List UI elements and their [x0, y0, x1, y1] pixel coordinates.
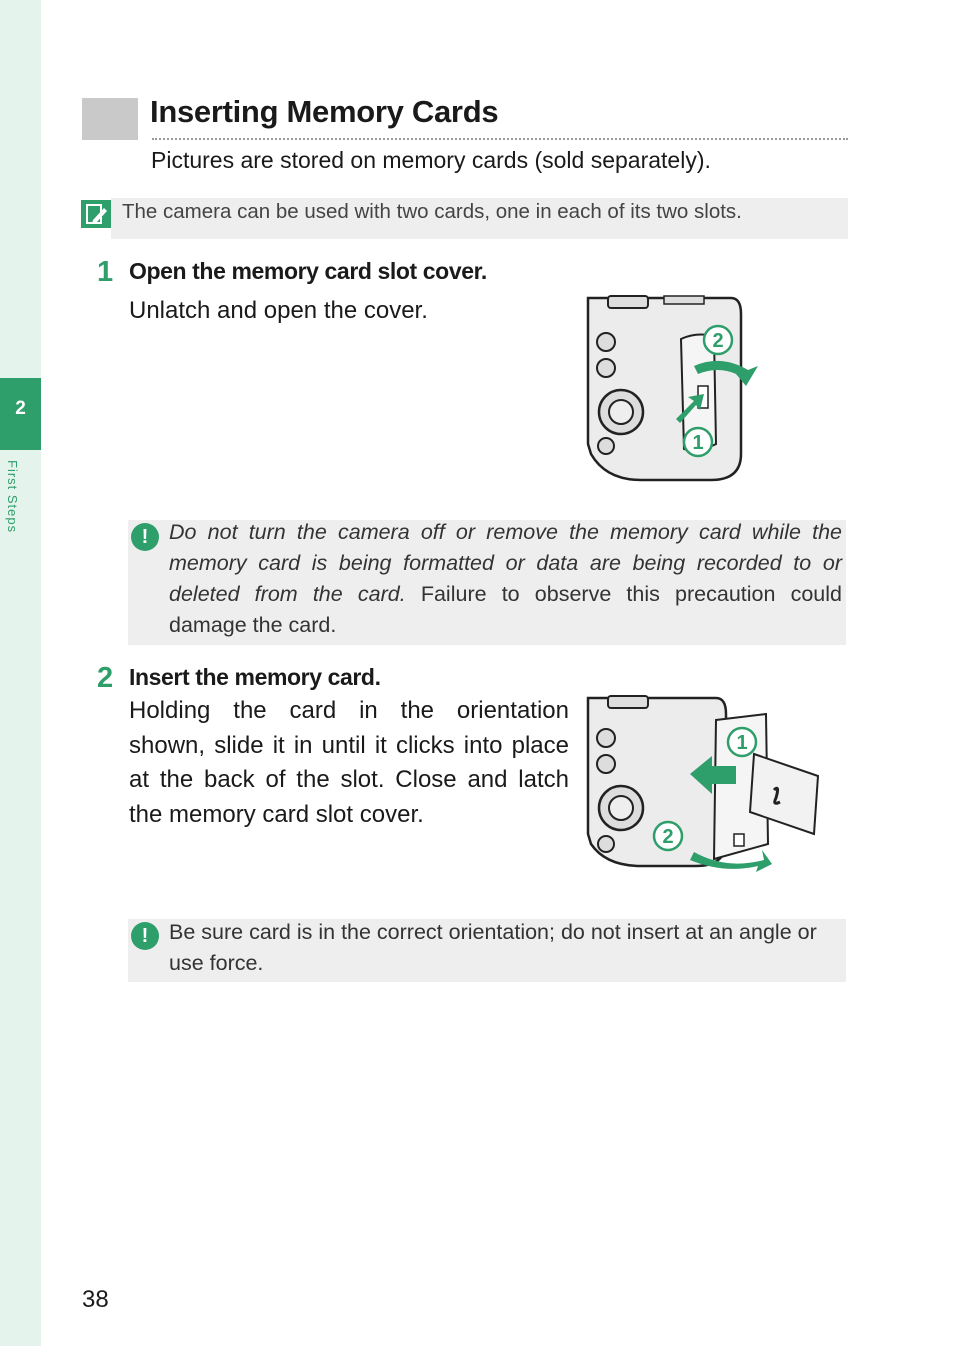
step-2-body: Holding the card in the orientation shown, slide it in until it clicks into place at the back of the slot. Close and latch the memory card slot cover. — [129, 697, 569, 828]
chapter-number: 2 — [15, 398, 26, 419]
page-number: 38 — [82, 1286, 109, 1313]
step-2-callout-2: 2 — [662, 826, 674, 848]
step-2-number: 2 — [97, 662, 114, 694]
step-2-callout-1: 1 — [736, 732, 748, 754]
intro-text: Pictures are stored on memory cards (sold separately). — [151, 147, 711, 173]
memory-card-insert-illustration — [586, 694, 822, 874]
step-1-number: 1 — [97, 256, 114, 288]
title-divider — [152, 138, 848, 140]
step-1-body: Unlatch and open the cover. — [129, 297, 428, 324]
camera-cover-illustration — [586, 294, 766, 484]
section-marker — [82, 98, 138, 140]
memo-icon — [81, 200, 111, 228]
step-2-caution-text: Be sure card is in the correct orientation; do not insert at an angle or use force. — [169, 920, 817, 975]
step-2-heading: Insert the memory card. — [129, 664, 381, 690]
step-1-caution-text — [169, 517, 842, 641]
step-1-caution-italic: Do not turn the camera off or remove the memory card while the memory card is being formatted or data are being recorded to or deleted from the card. — [169, 520, 842, 606]
step-1-callout-2: 2 — [712, 330, 724, 352]
memo-note-text: The camera can be used with two cards, one in each of its two slots. — [122, 200, 742, 223]
sidebar-strip — [0, 0, 41, 1346]
step-1-heading: Open the memory card slot cover. — [129, 258, 487, 284]
caution-icon: ! — [131, 922, 159, 950]
step-1-caution-plain: Failure to observe this precaution could damage the card. — [169, 582, 842, 637]
chapter-label: First Steps — [5, 460, 20, 534]
step-1-callout-1: 1 — [692, 432, 704, 454]
caution-icon: ! — [131, 523, 159, 551]
page-title: Inserting Memory Cards — [150, 94, 499, 129]
